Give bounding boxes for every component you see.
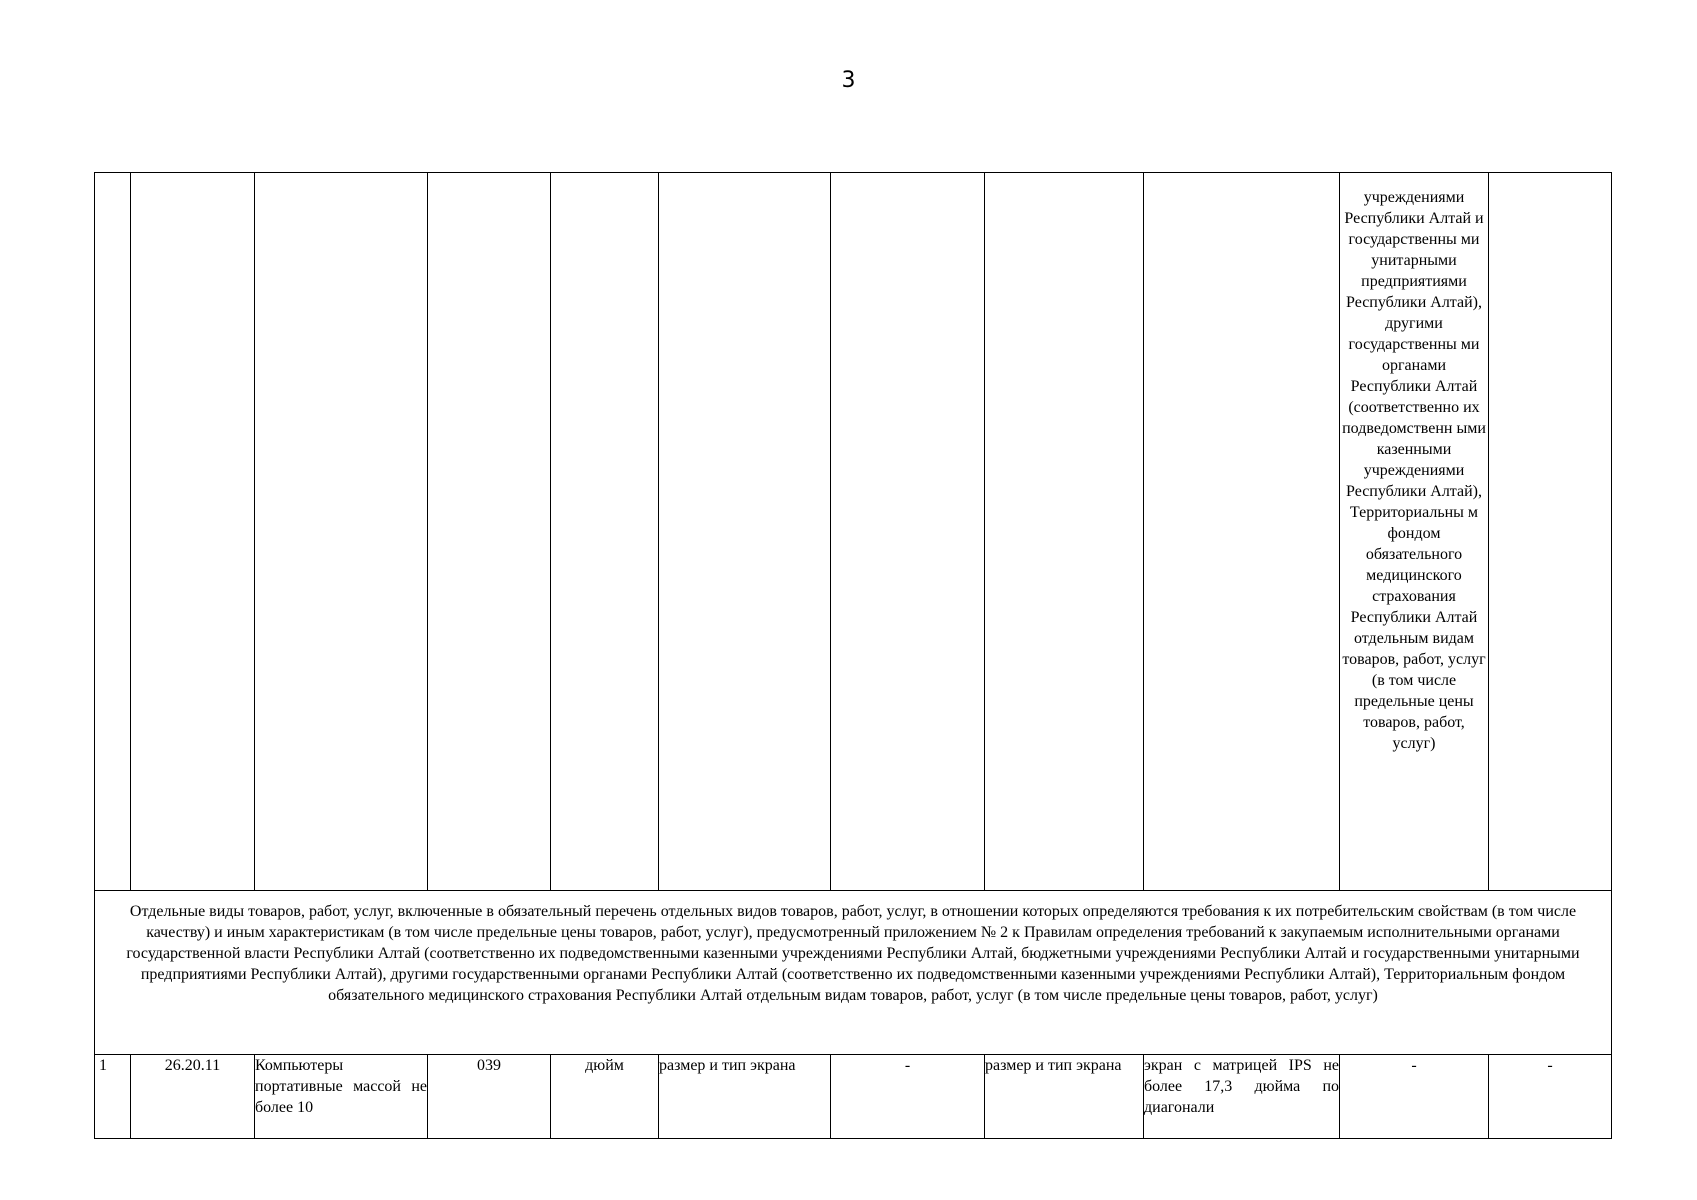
table-row bbox=[95, 1055, 1612, 1139]
continuation-text: учреждениями Республики Алтай и государственны ми унитарными предприятиями Республики Алтай), другими государственны ми органами Республики Алтай (соответственно их подведомственн ыми казенными учреждениями Республики Алтай), Территориальны м фондом обязательного медицинского страхования Республики Алтай отдельным видам товаров, работ, услуг (в том числе предельные цены товаров, работ, услуг) bbox=[1342, 189, 1486, 752]
section-header-row bbox=[95, 891, 1612, 1055]
empty-cell bbox=[1144, 173, 1340, 891]
row-extra-2: - bbox=[1489, 1055, 1612, 1139]
section-header-cell: Отдельные виды товаров, работ, услуг, включенные в обязательный перечень отдельных видов товаров, работ, услуг, в отношении которых определяются требования к их потребительским свойствам (в том числе качеству) и иным характеристикам (в том числе предельные цены товаров, работ, услуг), предусмотренный приложением № 2 к Правилам определения требований к закупаемым исполнительными органами государственной власти Республики Алтай (соответственно их подведомственными казенными учреждениями Республики Алтай, бюджетными учреждениями Республики Алтай и государственными унитарными предприятиями Республики Алтай), другими государственными органами Республики Алтай (соответственно их подведомственными казенными учреждениями Республики Алтай), Территориальным фондом обязательного медицинского страхования Республики Алтай отдельным видам товаров, работ, услуг (в том числе предельные цены товаров, работ, услуг) bbox=[95, 891, 1612, 1055]
empty-cell bbox=[551, 173, 659, 891]
row-characteristic: размер и тип экрана bbox=[659, 1055, 831, 1139]
row-extra-1: - bbox=[1340, 1055, 1489, 1139]
empty-cell bbox=[131, 173, 255, 891]
row-characteristic-2: размер и тип экрана bbox=[985, 1055, 1144, 1139]
continuation-cell bbox=[1340, 173, 1489, 891]
row-value-1: - bbox=[831, 1055, 985, 1139]
empty-cell bbox=[255, 173, 428, 891]
row-unit: дюйм bbox=[551, 1055, 659, 1139]
continuation-row bbox=[95, 173, 1612, 891]
row-name: Компьютеры портативные массой не более 10 bbox=[255, 1055, 428, 1139]
empty-cell bbox=[95, 173, 131, 891]
empty-cell bbox=[428, 173, 551, 891]
requirements-table bbox=[94, 172, 1612, 1139]
empty-cell bbox=[659, 173, 831, 891]
row-value-2: экран с матрицей IPS не более 17,3 дюйма по диагонали bbox=[1144, 1055, 1340, 1139]
row-number: 1 bbox=[95, 1055, 131, 1139]
row-code: 26.20.11 bbox=[131, 1055, 255, 1139]
row-unit-code: 039 bbox=[428, 1055, 551, 1139]
page-number: 3 bbox=[841, 68, 856, 93]
empty-cell bbox=[831, 173, 985, 891]
empty-cell bbox=[1489, 173, 1612, 891]
empty-cell bbox=[985, 173, 1144, 891]
